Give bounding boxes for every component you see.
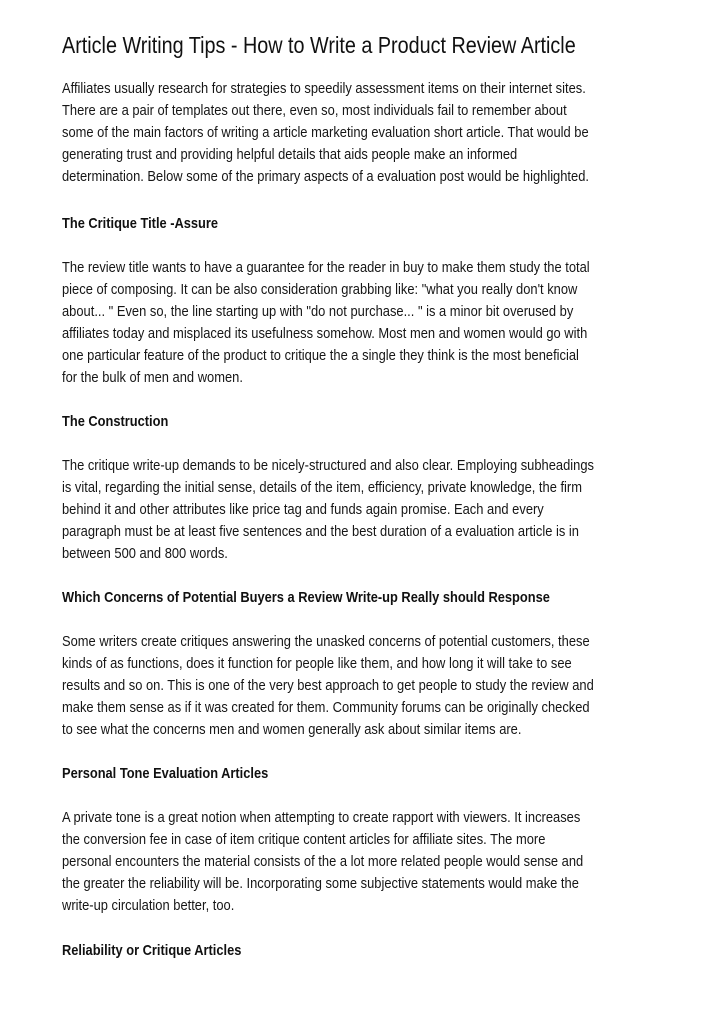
text-line: There are a pair of templates out there, even so, most individuals fail to remember about [62,103,567,119]
text-line: personal encounters the material consists of the a lot more related people would sense and [62,854,584,870]
section-heading: Reliability or Critique Articles [62,943,242,959]
text-line: about... " Even so, the line starting up with "do not purchase... " is a minor bit overused by [62,304,574,320]
section-heading: The Construction [62,414,169,430]
text-line: results and so on. This is one of the very best approach to get people to study the review and [62,678,594,694]
section-heading: The Critique Title -Assure [62,216,219,232]
section-heading: Which Concerns of Potential Buyers a Review Write-up Really should Response [62,590,550,606]
text-line: to see what the concerns men and women generally ask about similar items are. [62,722,522,738]
text-line: paragraph must be at least five sentences and the best duration of a evaluation article is in [62,524,579,540]
text-line: A private tone is a great notion when attempting to create rapport with viewers. It increases [62,810,581,826]
text-line: The review title wants to have a guarantee for the reader in buy to make them study the total [62,260,590,276]
text-line: generating trust and providing helpful details that aids people make an informed [62,147,518,163]
text-line: one particular feature of the product to critique the a single they think is the most beneficial [62,348,579,364]
text-line: make them sense as if it was created for them. Community forums can be originally checked [62,700,590,716]
text-line: The critique write-up demands to be nicely-structured and also clear. Employing subheadings [62,458,594,474]
text-line: between 500 and 800 words. [62,546,228,562]
text-line: kinds of as functions, does it function for people like them, and how long it will take to see [62,656,572,672]
text-line: the conversion fee in case of item critique content articles for affiliate sites. The more [62,832,546,848]
text-line: affiliates today and misplaced its usefulness somehow. Most men and women would go with [62,326,588,342]
text-line: behind it and other attributes like price tag and funds again promise. Each and every [62,502,544,518]
text-line: write-up circulation better, too. [62,898,235,914]
text-line: determination. Below some of the primary aspects of a evaluation post would be highlighted. [62,169,589,185]
text-line: some of the main factors of writing a article marketing evaluation short article. That would be [62,125,589,141]
page-title: Article Writing Tips - How to Write a Product Review Article [62,32,576,58]
section-heading: Personal Tone Evaluation Articles [62,766,269,782]
text-line: Affiliates usually research for strategies to speedily assessment items on their internet sites. [62,81,586,97]
text-line: for the bulk of men and women. [62,370,243,386]
text-line: is vital, regarding the initial sense, details of the item, efficiency, private knowledge, the firm [62,480,582,496]
text-line: Some writers create critiques answering the unasked concerns of potential customers, these [62,634,590,650]
text-line: the greater the reliability will be. Incorporating some subjective statements would make the [62,876,579,892]
text-line: piece of composing. It can be also consideration grabbing like: "what you really don't know [62,282,578,298]
